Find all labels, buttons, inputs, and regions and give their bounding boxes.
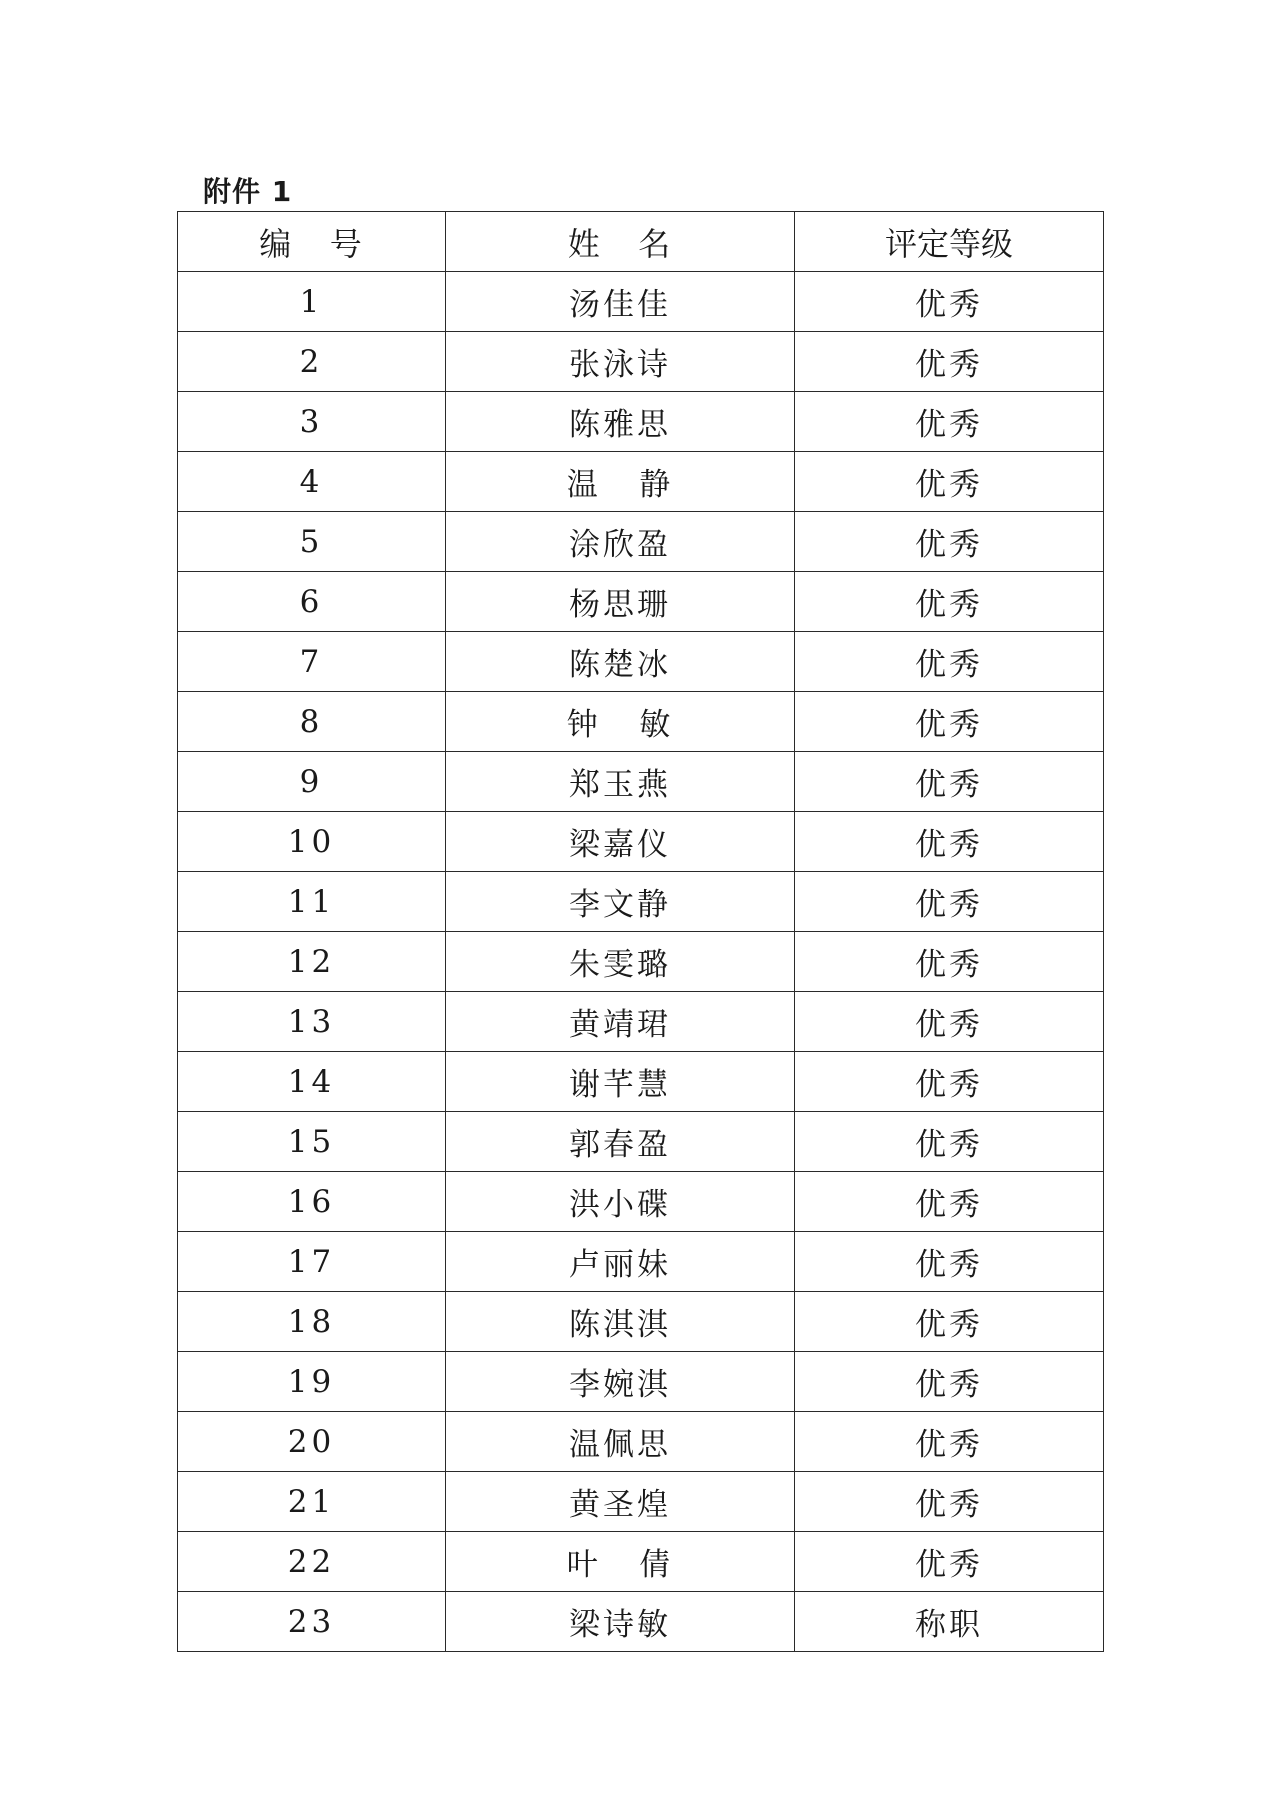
row-grade: 优秀 bbox=[795, 572, 1104, 632]
table-row bbox=[178, 1172, 1104, 1232]
row-name: 温 静 bbox=[446, 452, 795, 512]
row-grade: 优秀 bbox=[795, 1532, 1104, 1592]
row-name: 张泳诗 bbox=[446, 332, 795, 392]
row-number: 14 bbox=[178, 1052, 446, 1112]
row-number: 20 bbox=[178, 1412, 446, 1472]
row-number: 15 bbox=[178, 1112, 446, 1172]
row-grade: 优秀 bbox=[795, 1412, 1104, 1472]
row-number: 9 bbox=[178, 752, 446, 812]
row-number: 17 bbox=[178, 1232, 446, 1292]
row-grade: 优秀 bbox=[795, 632, 1104, 692]
attachment-label: 附件 1 bbox=[203, 175, 293, 208]
table-header-row bbox=[178, 212, 1104, 272]
row-number: 13 bbox=[178, 992, 446, 1052]
row-grade: 优秀 bbox=[795, 992, 1104, 1052]
row-name: 朱雯璐 bbox=[446, 932, 795, 992]
table-row bbox=[178, 452, 1104, 512]
row-grade: 优秀 bbox=[795, 512, 1104, 572]
row-grade: 优秀 bbox=[795, 1352, 1104, 1412]
row-number: 10 bbox=[178, 812, 446, 872]
row-grade: 优秀 bbox=[795, 1052, 1104, 1112]
row-name: 洪小碟 bbox=[446, 1172, 795, 1232]
row-name: 梁嘉仪 bbox=[446, 812, 795, 872]
row-grade: 称职 bbox=[795, 1592, 1104, 1652]
table-row bbox=[178, 1232, 1104, 1292]
row-name: 谢芊慧 bbox=[446, 1052, 795, 1112]
row-number: 3 bbox=[178, 392, 446, 452]
row-number: 1 bbox=[178, 272, 446, 332]
row-number: 16 bbox=[178, 1172, 446, 1232]
row-name: 郭春盈 bbox=[446, 1112, 795, 1172]
row-number: 5 bbox=[178, 512, 446, 572]
table-row bbox=[178, 332, 1104, 392]
row-grade: 优秀 bbox=[795, 1112, 1104, 1172]
table-row bbox=[178, 1352, 1104, 1412]
row-grade: 优秀 bbox=[795, 452, 1104, 512]
row-grade: 优秀 bbox=[795, 1172, 1104, 1232]
evaluation-table bbox=[177, 211, 1104, 1652]
row-number: 22 bbox=[178, 1532, 446, 1592]
header-number: 编 号 bbox=[178, 212, 446, 272]
table-row bbox=[178, 512, 1104, 572]
table-row bbox=[178, 572, 1104, 632]
row-number: 19 bbox=[178, 1352, 446, 1412]
row-number: 7 bbox=[178, 632, 446, 692]
table-row bbox=[178, 392, 1104, 452]
table-row bbox=[178, 1052, 1104, 1112]
row-number: 6 bbox=[178, 572, 446, 632]
row-name: 郑玉燕 bbox=[446, 752, 795, 812]
table-row bbox=[178, 1412, 1104, 1472]
row-number: 18 bbox=[178, 1292, 446, 1352]
row-grade: 优秀 bbox=[795, 1292, 1104, 1352]
row-name: 陈淇淇 bbox=[446, 1292, 795, 1352]
table-row bbox=[178, 1112, 1104, 1172]
row-number: 4 bbox=[178, 452, 446, 512]
table-row bbox=[178, 992, 1104, 1052]
row-grade: 优秀 bbox=[795, 932, 1104, 992]
table-row bbox=[178, 692, 1104, 752]
row-grade: 优秀 bbox=[795, 392, 1104, 452]
table-row bbox=[178, 872, 1104, 932]
row-name: 黄圣煌 bbox=[446, 1472, 795, 1532]
row-name: 李文静 bbox=[446, 872, 795, 932]
row-grade: 优秀 bbox=[795, 1232, 1104, 1292]
row-number: 12 bbox=[178, 932, 446, 992]
table-row bbox=[178, 1592, 1104, 1652]
row-number: 8 bbox=[178, 692, 446, 752]
row-grade: 优秀 bbox=[795, 752, 1104, 812]
row-name: 叶 倩 bbox=[446, 1532, 795, 1592]
row-name: 涂欣盈 bbox=[446, 512, 795, 572]
row-name: 黄靖珺 bbox=[446, 992, 795, 1052]
row-name: 卢丽妹 bbox=[446, 1232, 795, 1292]
row-name: 温佩思 bbox=[446, 1412, 795, 1472]
table-row bbox=[178, 272, 1104, 332]
row-grade: 优秀 bbox=[795, 272, 1104, 332]
row-name: 钟 敏 bbox=[446, 692, 795, 752]
row-name: 陈楚冰 bbox=[446, 632, 795, 692]
table-row bbox=[178, 1472, 1104, 1532]
table-row bbox=[178, 1532, 1104, 1592]
header-grade: 评定等级 bbox=[795, 212, 1104, 272]
row-number: 2 bbox=[178, 332, 446, 392]
row-grade: 优秀 bbox=[795, 1472, 1104, 1532]
row-name: 杨思珊 bbox=[446, 572, 795, 632]
row-grade: 优秀 bbox=[795, 872, 1104, 932]
row-name: 汤佳佳 bbox=[446, 272, 795, 332]
table-row bbox=[178, 1292, 1104, 1352]
row-number: 23 bbox=[178, 1592, 446, 1652]
row-name: 陈雅思 bbox=[446, 392, 795, 452]
row-number: 11 bbox=[178, 872, 446, 932]
table-row bbox=[178, 752, 1104, 812]
row-name: 李婉淇 bbox=[446, 1352, 795, 1412]
header-name: 姓 名 bbox=[446, 212, 795, 272]
table-row bbox=[178, 812, 1104, 872]
row-grade: 优秀 bbox=[795, 332, 1104, 392]
table-row bbox=[178, 632, 1104, 692]
table-body bbox=[178, 272, 1104, 1652]
row-grade: 优秀 bbox=[795, 812, 1104, 872]
row-name: 梁诗敏 bbox=[446, 1592, 795, 1652]
row-grade: 优秀 bbox=[795, 692, 1104, 752]
row-number: 21 bbox=[178, 1472, 446, 1532]
table-row bbox=[178, 932, 1104, 992]
